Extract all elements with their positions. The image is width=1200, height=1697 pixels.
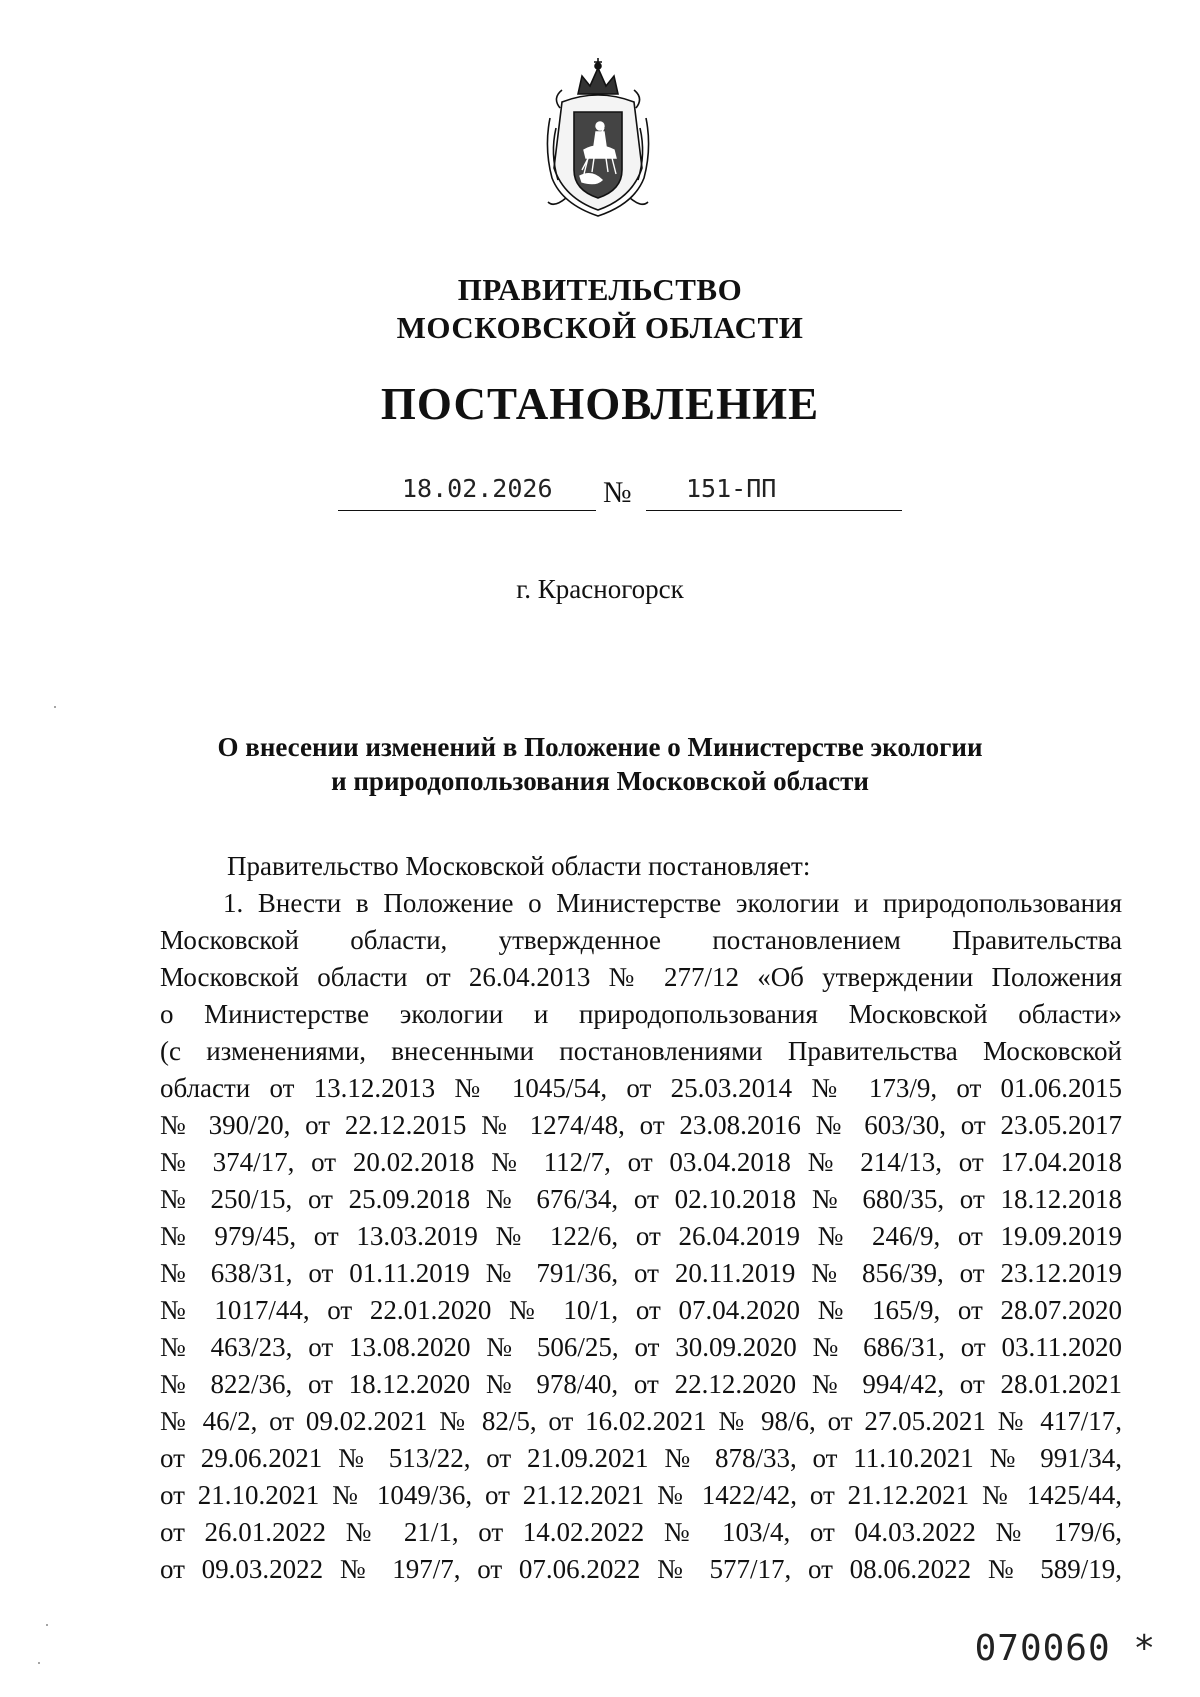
body-line: о Министерстве экологии и природопользования Московской области» xyxy=(160,999,1122,1029)
body-line: № 638/31, от 01.11.2019 № 791/36, от 20.11.2019 № 856/39, от 23.12.2019 xyxy=(160,1258,1122,1288)
body-line: № 374/17, от 20.02.2018 № 112/7, от 03.04.2018 № 214/13, от 17.04.2018 xyxy=(160,1147,1122,1177)
body-line: от 26.01.2022 № 21/1, от 14.02.2022 № 103/4, от 04.03.2022 № 179/6, xyxy=(160,1517,1122,1547)
body-line: № 250/15, от 25.09.2018 № 676/34, от 02.10.2018 № 680/35, от 18.12.2018 xyxy=(160,1184,1122,1214)
scan-speck xyxy=(38,1662,40,1664)
body-line: Московской области от 26.04.2013 № 277/12 «Об утверждении Положения xyxy=(160,962,1122,992)
subject-line2: и природопользования Московской области xyxy=(331,766,869,796)
body-line: (с изменениями, внесенными постановлениями Правительства Московской xyxy=(160,1036,1122,1066)
body-line: Московской области, утвержденное постановлением Правительства xyxy=(160,925,1122,955)
body-line: № 390/20, от 22.12.2015 № 1274/48, от 23.08.2016 № 603/30, от 23.05.2017 xyxy=(160,1110,1122,1140)
government-name-line1: ПРАВИТЕЛЬСТВО xyxy=(457,272,743,307)
body-line: № 1017/44, от 22.01.2020 № 10/1, от 07.04.2020 № 165/9, от 28.07.2020 xyxy=(160,1295,1122,1325)
document-number: 151-ПП xyxy=(686,474,777,503)
body-line: 1. Внести в Положение о Министерстве экологии и природопользования xyxy=(223,888,1122,918)
body-line: от 21.10.2021 № 1049/36, от 21.12.2021 № 1422/42, от 21.12.2021 № 1425/44, xyxy=(160,1480,1122,1510)
number-sign: № xyxy=(603,476,632,509)
body-line: от 09.03.2022 № 197/7, от 07.06.2022 № 577/17, от 08.06.2022 № 589/19, xyxy=(160,1554,1122,1584)
body-line: Правительство Московской области постановляет: xyxy=(227,851,811,881)
document-date: 18.02.2026 xyxy=(402,474,553,503)
government-name-line2: МОСКОВСКОЙ ОБЛАСТИ xyxy=(396,310,804,345)
body-line: области от 13.12.2013 № 1045/54, от 25.03.2014 № 173/9, от 01.06.2015 xyxy=(160,1073,1122,1103)
document-body xyxy=(160,848,1122,1588)
body-line: от 29.06.2021 № 513/22, от 21.09.2021 № 878/33, от 11.10.2021 № 991/34, xyxy=(160,1443,1122,1473)
subject-line1: О внесении изменений в Положение о Министерстве экологии xyxy=(217,732,983,762)
page-code: 070060 * xyxy=(974,1628,1156,1669)
body-line: № 822/36, от 18.12.2020 № 978/40, от 22.12.2020 № 994/42, от 28.01.2021 xyxy=(160,1369,1122,1399)
body-line: № 979/45, от 13.03.2019 № 122/6, от 26.04.2019 № 246/9, от 19.09.2019 xyxy=(160,1221,1122,1251)
body-line: № 463/23, от 13.08.2020 № 506/25, от 30.09.2020 № 686/31, от 03.11.2020 xyxy=(160,1332,1122,1362)
scan-speck xyxy=(46,1624,48,1626)
body-line: № 46/2, от 09.02.2021 № 82/5, от 16.02.2021 № 98/6, от 27.05.2021 № 417/17, xyxy=(160,1406,1122,1436)
city: г. Красногорск xyxy=(516,574,684,604)
document-type: ПОСТАНОВЛЕНИЕ xyxy=(380,379,820,429)
coat-of-arms-icon xyxy=(542,58,654,218)
scan-speck xyxy=(54,706,56,708)
